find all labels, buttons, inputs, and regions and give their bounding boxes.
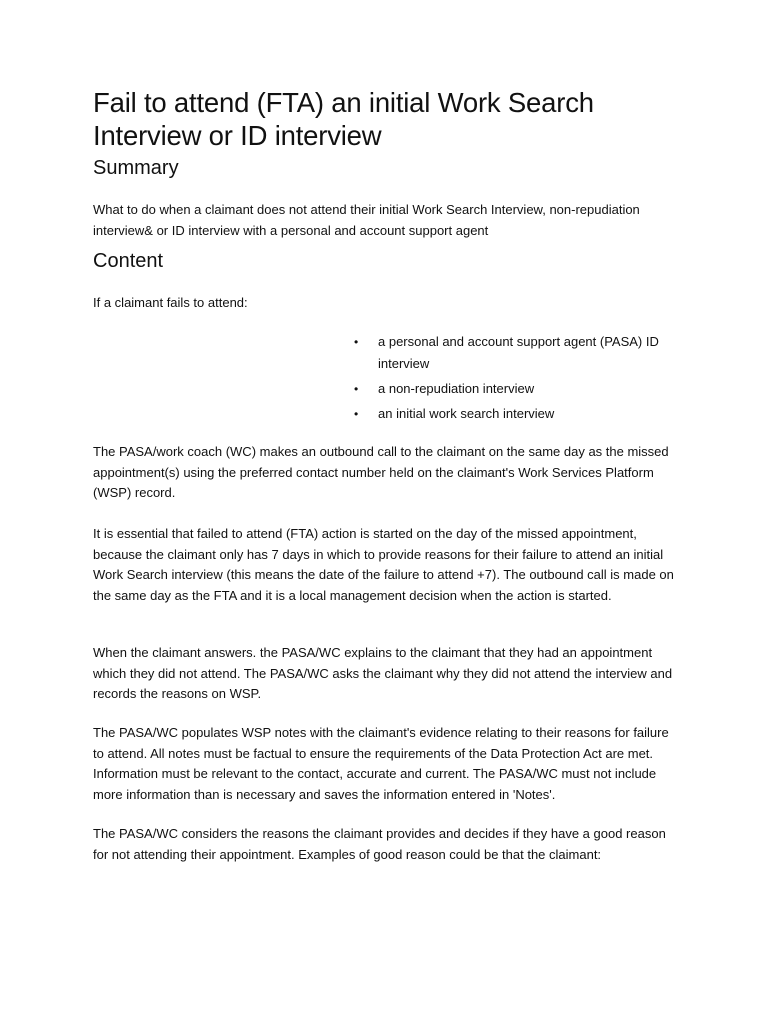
bullet-text: a non-repudiation interview	[378, 381, 535, 396]
list-item	[354, 403, 674, 425]
summary-text: What to do when a claimant does not attend their initial Work Search Interview, non-repudiation interview& or ID interview with a personal and account support agent	[93, 202, 640, 238]
list-item	[354, 331, 674, 375]
bullet-text: a personal and account support agent (PASA) ID interview	[378, 334, 659, 371]
content-heading: Content	[93, 250, 164, 272]
bullet-dot: •	[354, 382, 359, 396]
document-title: Fail to attend (FTA) an initial Work Search Interview or ID interview	[93, 87, 594, 151]
bullet-list	[354, 331, 674, 425]
bullet-text: an initial work search interview	[378, 406, 555, 421]
summary-heading: Summary	[93, 157, 179, 179]
bullet-dot: •	[354, 407, 359, 421]
paragraph: The PASA/work coach (WC) makes an outbound call to the claimant on the same day as the missed appointment(s) using the preferred contact number held on the claimant's Work Services Platform (WSP) record.	[93, 444, 669, 500]
paragraph: When the claimant answers. the PASA/WC explains to the claimant that they had an appointment which they did not attend. The PASA/WC asks the claimant why they did not attend the interview and records the reasons on WSP.	[93, 645, 673, 701]
paragraph: The PASA/WC populates WSP notes with the claimant's evidence relating to their reasons for failure to attend. All notes must be factual to ensure the requirements of the Data Protection Act are met. Information must be relevant to the contact, accurate and current. The PASA/WC must not include more information than is necessary and saves the information entered in 'Notes'.	[93, 725, 669, 802]
paragraph: It is essential that failed to attend (FTA) action is started on the day of the missed appointment, because the claimant only has 7 days in which to provide reasons for their failure to attend an initial Work Search interview (this means the date of the failure to attend +7). The outbound call is made on the same day as the FTA and it is a local management decision when the action is started.	[93, 526, 674, 603]
bullet-dot: •	[354, 335, 359, 349]
paragraph: The PASA/WC considers the reasons the claimant provides and decides if they have a good reason for not attending their appointment. Examples of good reason could be that the claimant:	[93, 826, 666, 862]
intro-text: If a claimant fails to attend:	[93, 295, 248, 310]
list-item	[354, 378, 674, 400]
